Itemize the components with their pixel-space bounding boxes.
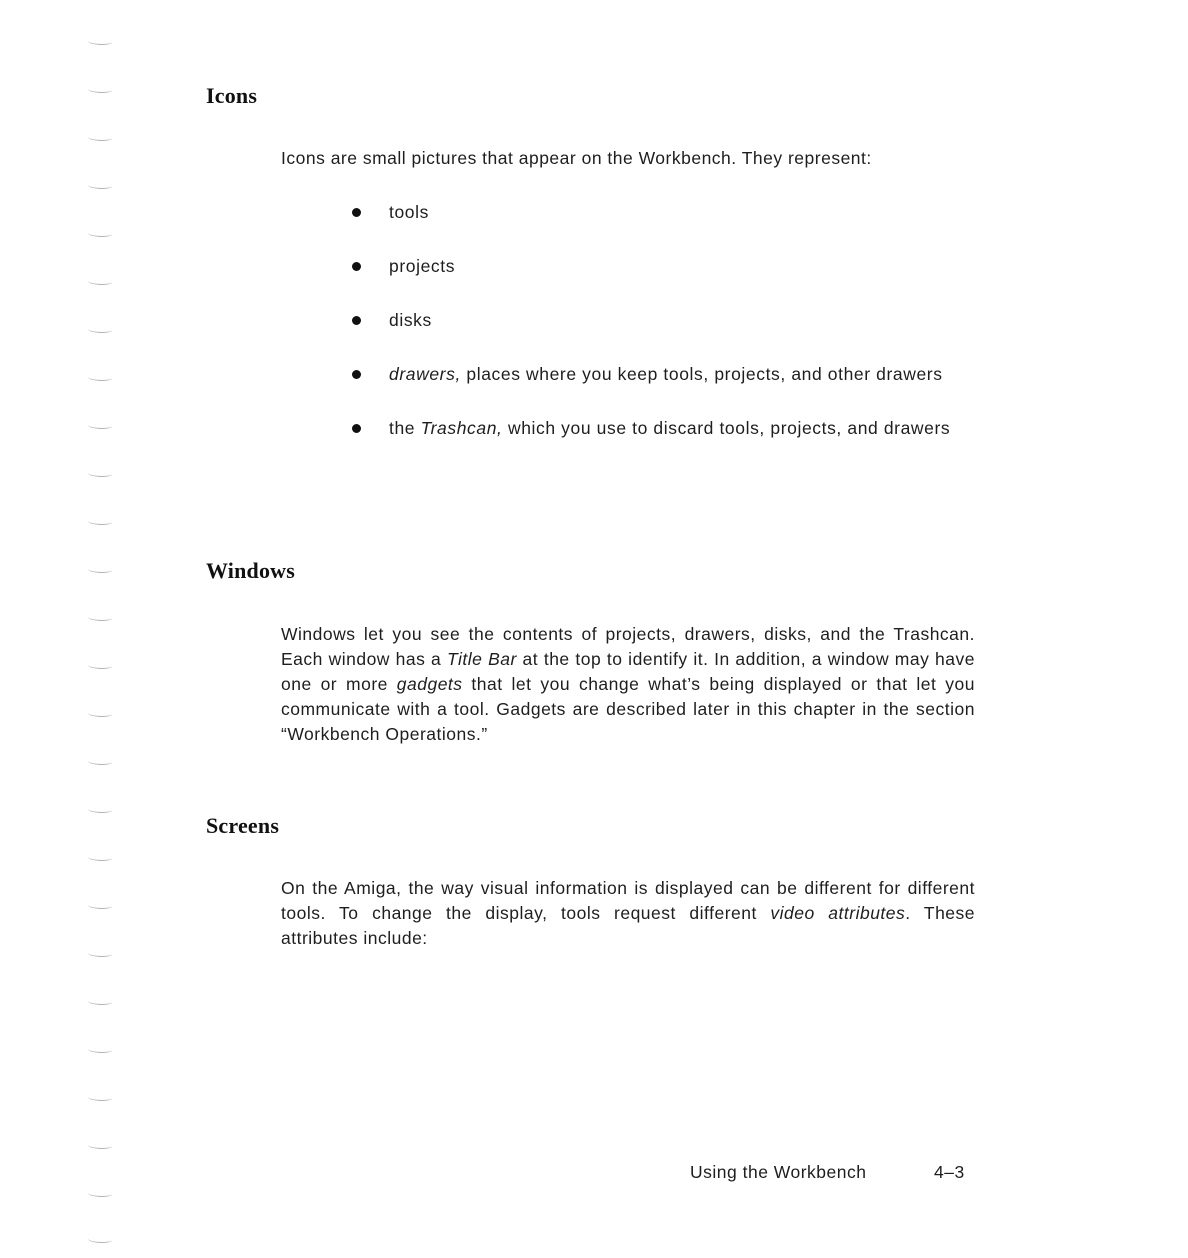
bullet-icon [352,316,361,325]
screens-paragraph: On the Amiga, the way visual information is displayed can be different for different tools. To change the display, tools request different video attributes. These attributes include: [281,878,976,948]
heading-screens: Screens [206,813,280,838]
page-number: 4–3 [934,1162,965,1182]
list-item: the Trashcan, which you use to discard tools, projects, and drawers [350,416,975,441]
list-item: tools [350,200,975,225]
bullet-icon [352,370,361,379]
footer-chapter-title: Using the Workbench [690,1162,867,1182]
list-item: projects [350,254,975,279]
bullet-icon [352,424,361,433]
icons-list [350,200,975,441]
list-item: drawers, places where you keep tools, projects, and other drawers [350,362,975,387]
list-item: disks [350,308,975,333]
heading-windows: Windows [206,558,296,583]
bullet-icon [352,262,361,271]
icons-intro: Icons are small pictures that appear on the Workbench. They represent: [281,148,872,168]
binding-holes [86,30,126,1250]
heading-icons: Icons [206,83,258,108]
bullet-icon [352,208,361,217]
windows-paragraph: Windows let you see the contents of projects, drawers, disks, and the Trashcan. Each window has a Title Bar at the top to identify it. In addition, a window may have one or more gadgets that let you change what’s being displayed or that let you communicate with a tool. Gadgets are described later in this chapter in the section “Workbench Operations.” [281,624,975,744]
page-footer [690,1162,970,1183]
